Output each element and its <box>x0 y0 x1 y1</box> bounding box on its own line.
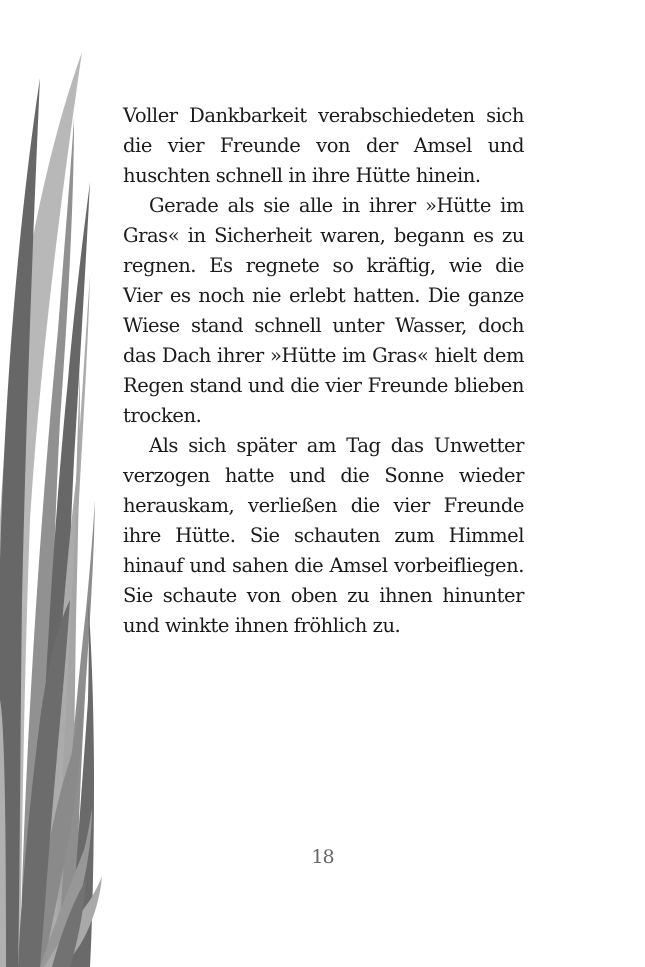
paragraph-3: Als sich später am Tag das Unwetter verzogen hatte und die Sonne wieder herauskam, verließen die vier Freunde ihre Hütte. Sie schauten zum Himmel hinauf und sahen die Amsel vorbeifliegen. Sie schaute von oben zu ihnen hinunter und winkte ihnen fröhlich zu. <box>123 434 524 637</box>
grass-blades-illustration <box>0 0 130 967</box>
paragraph-1: Voller Dankbarkeit verabschiedeten sich die vier Freunde von der Amsel und huschten schnell in ihre Hütte hinein. <box>123 104 524 187</box>
paragraph-2: Gerade als sie alle in ihrer »Hütte im Gras« in Sicherheit waren, begann es zu regnen. Es regnete so kräftig, wie die Vier es noch nie erlebt hatten. Die ganze Wiese stand schnell unter Wasser, doch das Dach ihrer »Hütte im Gras« hielt dem Regen stand und die vier Freunde blieben trocken. <box>123 194 524 427</box>
page-number: 18 <box>311 846 334 868</box>
story-text <box>123 101 524 641</box>
